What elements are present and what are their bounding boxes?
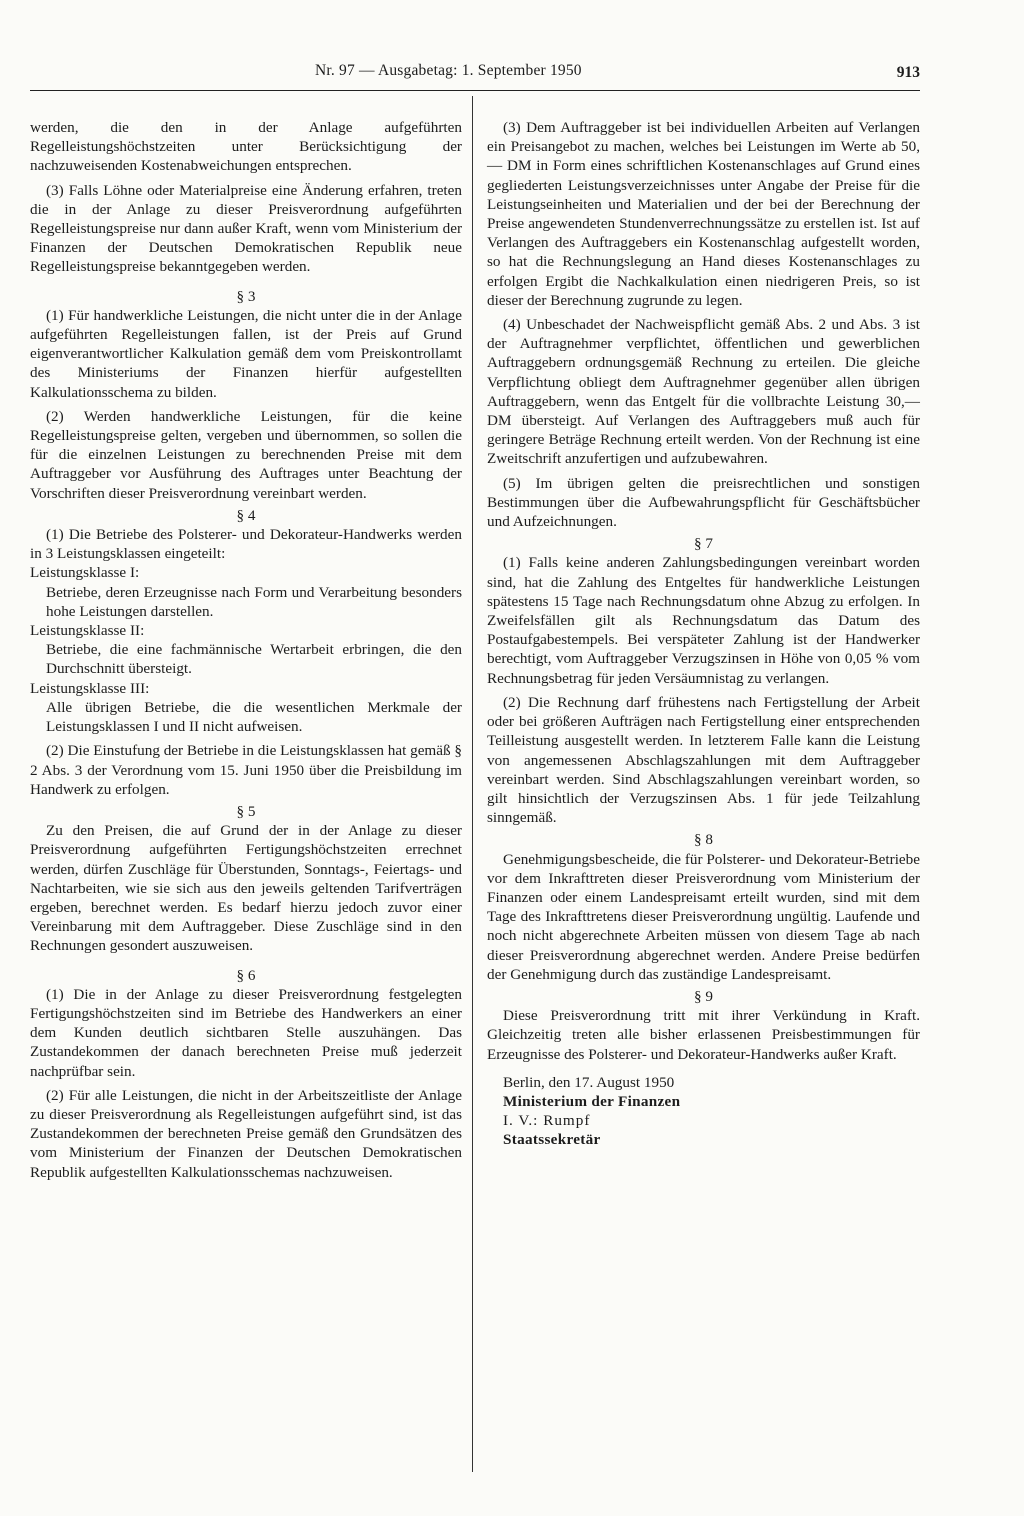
paragraph-s6-4: (4) Unbeschadet der Nachweispflicht gemäß Abs. 2 und Abs. 3 ist der Auftragnehmer verpflichtet, öffentlichen und gewerblichen Auftraggebern ordnungsgemäß Rechnung zu erteilen. Die gleiche Verpflichtung obliegt dem Auftragnehmer gegenüber allen übrigen Auftraggebern, wenn das Entgelt für die vollbrachte Leistung 30,— DM übersteigt. Auf Verlangen des Auftraggebers muß auch für geringere Beträge Rechnung erteilt werden. Von der Rechnung ist eine Zweitschrift anzufertigen und aufzubewahren. [487, 316, 920, 468]
left-column [30, 118, 462, 1182]
section-heading-4: § 4 [236, 506, 256, 524]
right-column [487, 118, 920, 1150]
paragraph-s4-1: (1) Die Betriebe des Polsterer- und Dekorateur-Handwerks werden in 3 Leistungsklassen eingeteilt: [30, 526, 462, 563]
column-rule [472, 96, 473, 1472]
section-heading-9: § 9 [694, 987, 713, 1005]
paragraph-s6-5: (5) Im übrigen gelten die preisrechtlichen und sonstigen Bestimmungen über die Aufbewahrungspflicht für Geschäftsbücher und Aufzeichnungen. [487, 474, 920, 531]
paragraph-s8-1: Genehmigungsbescheide, die für Polsterer- und Dekorateur-Betriebe vor dem Inkrafttreten dieser Preisverordnung vom Ministerium der Finanzen oder einem Landespreisamt erteilt wurden, sind mit dem Tage des Inkrafttretens dieser Preisverordnung ungültig. Laufende und noch nicht abgerechnete Arbeiten müssen von diesem Tage ab nach dieser Preisverordnung abgerechnet werden. Andere Preise bedürfen der Genehmigung durch das zuständige Landespreisamt. [487, 850, 920, 983]
paragraph-s6-3: (3) Dem Auftraggeber ist bei individuellen Arbeiten auf Verlangen ein Preisangebot zu machen, welches bei Leistungen im Werte ab 50,— DM in Form eines schriftlichen Kostenanschlages auf Grund eines gegliederten Leistungsverzeichnisses unter Angabe der Preise für die Leistungseinheiten und Materialien und der bei der Berechnung der Preise angewendeten Stundenverrechnungssätze zu erstellen ist. Ist auf Verlangen des Auftraggebers ein Kostenanschlag aufgestellt worden, so hat die Rechnungslegung an Hand dieses Kostenanschlages zu erfolgen Ergibt die Nachkalkulation einen niedrigeren Preis, so ist dieser der Berechnung zugrunde zu legen. [487, 119, 920, 309]
header-rule [30, 90, 920, 91]
section-heading-6: § 6 [236, 966, 256, 984]
paragraph-s3-2: (2) Werden handwerkliche Leistungen, für die keine Regelleistungspreise gelten, vergeben und übernommen, so sollen die für die einzelnen Leistungen zu berechnenden Preise mit dem Auftraggeber vor Ausführung des Auftrages unter Beachtung der Vorschriften dieser Preisverordnung vereinbart werden. [30, 407, 462, 502]
section-heading-3: § 3 [236, 287, 256, 305]
paragraph-s7-2: (2) Die Rechnung darf frühestens nach Fertigstellung der Arbeit oder bei größeren Aufträgen nach Fertigstellung einer entsprechenden Teilleistung ausgestellt werden. In letzterem Falle kann die Leistung von angemessenen Abschlagszahlungen mit dem Auftraggeber vereinbart werden. Sind Abschlagszahlungen vereinbart worden, so gilt hinsichtlich der Verzugszinsen Abs. 1 für jede Teilzahlung sinngemäß. [487, 693, 920, 827]
class-3-text: Alle übrigen Betriebe, die die wesentlichen Merkmale der Leistungsklassen I und II nicht aufweisen. [46, 698, 462, 736]
paragraph-s7-1: (1) Falls keine anderen Zahlungsbedingungen vereinbart worden sind, hat die Zahlung des Entgeltes für handwerkliche Leistungen spätestens 15 Tage nach Rechnungsdatum ohne Abzug zu erfolgen. In Zweifelsfällen gilt als Rechnungsdatum das Datum des Postaufgabestempels. Bei verspäteter Zahlung ist der Handwerker berechtigt, vom Auftraggeber Verzugszinsen in Höhe von 0,05 % vom Rechnungsbetrag für jeden Versäumnistag zu verlangen. [487, 554, 920, 687]
paragraph-s3-1: (1) Für handwerkliche Leistungen, die nicht unter die in der Anlage aufgeführten Regelleistungen fallen, ist der Preis auf Grund eigenverantwortlicher Kalkulation gemäß dem vom Preiskontrollamt des Ministeriums der Finanzen hierfür aufgestellten Kalkulationsschema zu bilden. [30, 306, 462, 401]
signature-name: I. V.: Rumpf [503, 1112, 591, 1130]
class-3-label: Leistungsklasse III: [30, 679, 150, 697]
section-heading-5: § 5 [236, 802, 256, 820]
class-2-text: Betriebe, die eine fachmännische Wertarbeit erbringen, die den Durchschnitt übersteigt. [46, 641, 462, 678]
class-1-label: Leistungsklasse I: [30, 564, 140, 582]
paragraph-s4-2: (2) Die Einstufung der Betriebe in die Leistungsklassen hat gemäß § 2 Abs. 3 der Verordnung vom 15. Juni 1950 über die Preisbildung im Handwerk zu erfolgen. [30, 742, 462, 798]
page-number: 913 [896, 64, 920, 81]
section-heading-8: § 8 [694, 831, 713, 849]
signature-ministry: Ministerium der Finanzen [503, 1092, 681, 1110]
place-date: Berlin, den 17. August 1950 [503, 1073, 675, 1091]
class-1-text: Betriebe, deren Erzeugnisse nach Form und Verarbeitung besonders hohe Leistungen darstellen. [46, 583, 462, 620]
paragraph-s6-2: (2) Für alle Leistungen, die nicht in der Arbeitszeitliste der Anlage zu dieser Preisverordnung als Regelleistungen aufgeführt sind, ist das Zustandekommen der berechneten Preise gemäß den Grundsätzen des vom Ministerium der Finanzen der Deutschen Demokratischen Republik aufgestellten Kalkulationsschemas nachzuweisen. [30, 1086, 462, 1181]
paragraph-s5-1: Zu den Preisen, die auf Grund der in der Anlage zu dieser Preisverordnung aufgeführten Fertigungshöchstzeiten errechnet werden, dürfen Zuschläge für Überstunden, Sonntags-, Feiertags- und Nachtarbeiten, wie sie sich aus den jeweils geltenden Tarifverträgen ergeben, berechnet werden. Es bedarf hierzu jedoch zuvor einer Vereinbarung mit dem Auftraggeber. Diese Zuschläge sind in den Rechnungen gesondert auszuweisen. [30, 822, 462, 955]
page-header [300, 62, 920, 82]
class-2-label: Leistungsklasse II: [30, 622, 145, 640]
section-heading-7: § 7 [694, 535, 713, 553]
paragraph-s2-3: (3) Falls Löhne oder Materialpreise eine Änderung erfahren, treten die in der Anlage zu dieser Preisverordnung aufgeführten Regelleistungspreise nur dann außer Kraft, wenn vom Ministerium der Finanzen der Deutschen Demokratischen Republik neue Regelleistungspreise bekanntgegeben werden. [30, 181, 462, 276]
paragraph-s6-1: (1) Die in der Anlage zu dieser Preisverordnung festgelegten Fertigungshöchstzeiten sind im Betriebe des Handwerkers an einer dem Kunden deutlich sichtbaren Stelle auszuhängen. Das Zustandekommen der danach berechneten Preise muß jederzeit nachprüfbar sein. [30, 985, 462, 1080]
signature-title: Staatssekretär [503, 1131, 601, 1149]
paragraph-continued: werden, die den in der Anlage aufgeführten Regelleistungshöchstzeiten unter Berücksichtigung der nachzuweisenden Kostenabweichungen entsprechen. [30, 119, 462, 175]
running-title: Nr. 97 — Ausgabetag: 1. September 1950 [315, 62, 582, 79]
paragraph-s9-1: Diese Preisverordnung tritt mit ihrer Verkündung in Kraft. Gleichzeitig treten alle bisher erlassenen Preisbestimmungen für Erzeugnisse des Polsterer- und Dekorateur-Handwerks außer Kraft. [487, 1007, 920, 1063]
